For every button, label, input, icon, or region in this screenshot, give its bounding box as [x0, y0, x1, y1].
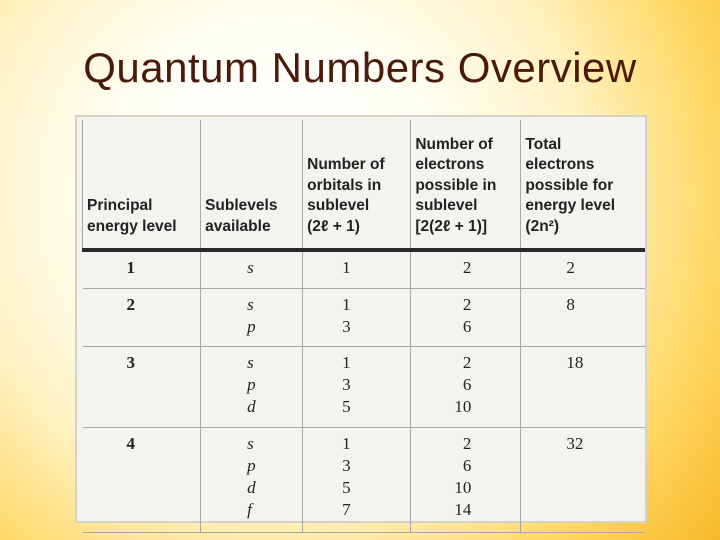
orbital-value: 5	[342, 397, 351, 416]
header-line: Sublevels	[205, 197, 278, 214]
sublevel-value: s	[247, 353, 254, 372]
header-line: electrons	[525, 156, 595, 173]
table-row	[83, 250, 646, 289]
header-electrons-in-sublevel	[411, 120, 521, 250]
header-line: possible in	[415, 176, 497, 194]
cell-orbitals	[303, 289, 411, 347]
electron-value: 10	[454, 397, 472, 416]
quantum-numbers-table-panel	[75, 115, 647, 523]
electron-value: 2	[462, 434, 472, 453]
header-line: energy level	[525, 197, 616, 214]
header-principal-energy-level	[83, 120, 201, 250]
cell-total: 18	[521, 347, 645, 428]
orbital-value: 3	[342, 375, 351, 394]
orbital-value: 5	[342, 478, 351, 497]
header-line: sublevel	[307, 197, 370, 214]
header-row	[83, 120, 646, 250]
header-line: [2(2ℓ + 1)]	[415, 217, 488, 235]
cell-level: 1	[83, 250, 201, 289]
cell-total: 8	[521, 289, 645, 347]
sublevel-value: d	[247, 397, 256, 416]
cell-electrons	[411, 347, 521, 428]
orbital-value: 1	[342, 295, 351, 314]
cell-sublevels	[201, 347, 303, 428]
orbital-value: 7	[342, 500, 351, 519]
cell-level: 4	[83, 428, 201, 533]
sublevel-value: p	[247, 317, 256, 336]
header-sublevels-available	[201, 120, 303, 250]
header-line: sublevel	[415, 197, 478, 214]
sublevel-value: s	[247, 258, 254, 277]
table-row	[83, 347, 646, 428]
orbital-value: 1	[342, 353, 351, 372]
electron-value: 14	[454, 500, 472, 519]
cell-orbitals	[303, 347, 411, 428]
electron-value: 2	[462, 295, 472, 314]
sublevel-value: p	[247, 375, 256, 394]
header-line: (2ℓ + 1)	[307, 217, 360, 235]
cell-level: 2	[83, 289, 201, 347]
quantum-numbers-table	[82, 120, 645, 533]
table-row	[83, 289, 646, 347]
cell-total: 2	[521, 250, 645, 289]
header-line: (2n²)	[525, 217, 559, 235]
cell-total: 32	[521, 428, 645, 533]
cell-electrons	[411, 428, 521, 533]
header-line: orbitals in	[307, 176, 382, 194]
header-line: Number of	[307, 156, 385, 173]
sublevel-value: s	[247, 295, 254, 314]
electron-value: 2	[462, 258, 472, 277]
sublevel-value: f	[247, 500, 252, 519]
sublevel-value: p	[247, 456, 256, 475]
table-row	[83, 428, 646, 533]
electron-value: 6	[462, 456, 472, 475]
orbital-value: 1	[342, 434, 351, 453]
cell-electrons	[411, 289, 521, 347]
header-total-electrons	[521, 120, 645, 250]
cell-sublevels	[201, 289, 303, 347]
header-line: electrons	[415, 156, 485, 173]
cell-orbitals	[303, 428, 411, 533]
header-line: available	[205, 217, 271, 235]
header-line: Total	[525, 135, 562, 153]
cell-electrons	[411, 250, 521, 289]
header-line: energy level	[87, 217, 177, 235]
sublevel-value: s	[247, 434, 254, 453]
cell-sublevels	[201, 250, 303, 289]
header-orbitals-in-sublevel	[303, 120, 411, 250]
cell-level: 3	[83, 347, 201, 428]
header-line: Number of	[415, 135, 493, 153]
cell-sublevels	[201, 428, 303, 533]
orbital-value: 1	[342, 258, 351, 277]
electron-value: 2	[462, 353, 472, 372]
cell-orbitals	[303, 250, 411, 289]
electron-value: 6	[462, 317, 472, 336]
slide-title: Quantum Numbers Overview	[83, 44, 637, 91]
electron-value: 10	[454, 478, 472, 497]
header-line: Principal	[87, 197, 153, 214]
sublevel-value: d	[247, 478, 256, 497]
orbital-value: 3	[342, 456, 351, 475]
orbital-value: 3	[342, 317, 351, 336]
header-line: possible for	[525, 176, 614, 194]
electron-value: 6	[462, 375, 472, 394]
